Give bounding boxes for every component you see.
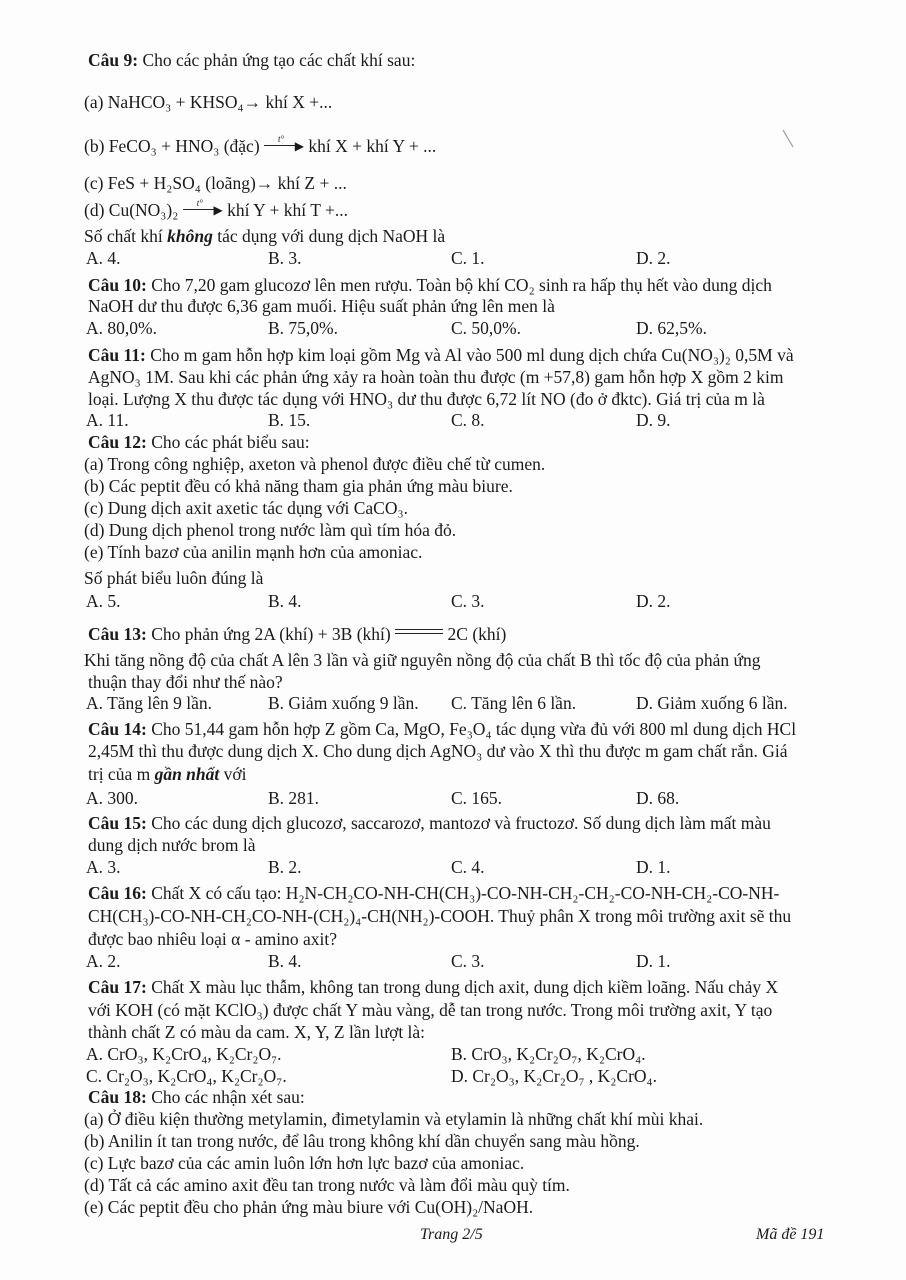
q12-statement-c: (c) Dung dịch axit axetic tác dụng với CaCO₃. xyxy=(84,498,408,518)
q11-option-c[interactable]: C. 8. xyxy=(451,410,485,430)
q9-reaction-c: (c) FeS + H₂SO₄ (loãng)→ khí Z + ... xyxy=(84,173,347,193)
q14-option-c[interactable]: C. 165. xyxy=(451,788,503,808)
q18-statement-e: (e) Các peptit đều cho phản ứng màu biure với Cu(OH)₂/NaOH. xyxy=(84,1197,534,1217)
pen-mark xyxy=(780,128,796,150)
q16-option-d[interactable]: D. 1. xyxy=(636,951,671,971)
q14-option-d[interactable]: D. 68. xyxy=(636,788,680,808)
q17-option-d[interactable]: D. Cr₂O₃, K₂Cr₂O₇ , K₂CrO₄. xyxy=(451,1066,658,1086)
q15-option-c[interactable]: C. 4. xyxy=(451,857,485,877)
q15-line-1: Câu 15: Cho các dung dịch glucozơ, saccarozơ, mantozơ và fructozơ. Số dung dịch làm mất màu xyxy=(88,813,771,833)
q12-option-c[interactable]: C. 3. xyxy=(451,591,485,611)
q11-line-3: loại. Lượng X thu được tác dụng với HNO₃ dư thu được 6,72 lít NO (đo ở đktc). Giá trị của m là xyxy=(88,389,765,409)
equilibrium-arrow xyxy=(395,626,443,638)
q9-reaction-d: (d) Cu(NO₃)₂ t° ▶ khí Y + khí T +... xyxy=(84,198,348,220)
q18-statement-a: (a) Ở điều kiện thường metylamin, đimetylamin và etylamin là những chất khí mùi khai. xyxy=(84,1109,704,1129)
q17-option-b[interactable]: B. CrO₃, K₂Cr₂O₇, K₂CrO₄. xyxy=(451,1044,646,1064)
q13-option-d[interactable]: D. Giảm xuống 6 lần. xyxy=(636,693,788,713)
q9-reaction-a: (a) NaHCO₃ + KHSO₄→ khí X +... xyxy=(84,92,333,112)
heat-arrow: t° ▶ xyxy=(183,203,223,215)
heat-arrow: t° ▶ xyxy=(264,139,304,151)
q11-option-b[interactable]: B. 15. xyxy=(268,410,311,430)
q15-option-d[interactable]: D. 1. xyxy=(636,857,671,877)
q16-option-a[interactable]: A. 2. xyxy=(86,951,121,971)
q15-option-b[interactable]: B. 2. xyxy=(268,857,302,877)
q12-heading: Câu 12: Cho các phát biểu sau: xyxy=(88,432,310,452)
q13-line-2: Khi tăng nồng độ của chất A lên 3 lần và giữ nguyên nồng độ của chất B thì tốc độ của phản ứng xyxy=(84,650,761,670)
q9-question: Số chất khí không tác dụng với dung dịch NaOH là xyxy=(84,226,446,246)
q9-option-c[interactable]: C. 1. xyxy=(451,248,485,268)
q11-option-d[interactable]: D. 9. xyxy=(636,410,671,430)
q12-statement-d: (d) Dung dịch phenol trong nước làm quì tím hóa đỏ. xyxy=(84,520,457,540)
exam-code: Mã đề 191 xyxy=(756,1226,825,1243)
q10-option-d[interactable]: D. 62,5%. xyxy=(636,318,707,338)
q10-option-b[interactable]: B. 75,0%. xyxy=(268,318,338,338)
q14-line-2: 2,45M thì thu được dung dịch X. Cho dung dịch AgNO₃ dư vào X thì thu được m gam chất rắn. Giá xyxy=(88,741,788,761)
q9-heading: Câu 9: Cho các phản ứng tạo các chất khí sau: xyxy=(88,50,416,70)
page-number: Trang 2/5 xyxy=(420,1226,483,1243)
q16-line-3: được bao nhiêu loại α - amino axit? xyxy=(88,929,338,949)
q12-statement-b: (b) Các peptit đều có khả năng tham gia phản ứng màu biure. xyxy=(84,476,513,496)
q9-reaction-b: (b) FeCO₃ + HNO₃ (đặc) t° ▶ khí X + khí Y + ... xyxy=(84,134,437,156)
q13-option-b[interactable]: B. Giảm xuống 9 lần. xyxy=(268,693,419,713)
q11-line-1: Câu 11: Cho m gam hỗn hợp kim loại gồm Mg và Al vào 500 ml dung dịch chứa Cu(NO₃)₂ 0,5M và xyxy=(88,345,794,365)
q10-line-2: NaOH dư thu được 6,36 gam muối. Hiệu suất phản ứng lên men là xyxy=(88,296,555,316)
q10-option-a[interactable]: A. 80,0%. xyxy=(86,318,157,338)
q15-line-2: dung dịch nước brom là xyxy=(88,835,256,855)
q14-option-a[interactable]: A. 300. xyxy=(86,788,139,808)
q13-reaction: Câu 13: Cho phản ứng 2A (khí) + 3B (khí) 2C (khí) xyxy=(88,624,507,644)
q17-line-1: Câu 17: Chất X màu lục thẫm, không tan trong dung dịch axit, dung dịch kiềm loãng. Nấu chảy X xyxy=(88,977,779,997)
q16-option-c[interactable]: C. 3. xyxy=(451,951,485,971)
q16-line-2: CH(CH₃)-CO-NH-CH₂CO-NH-(CH₂)₄-CH(NH₂)-COOH. Thuỷ phân X trong môi trường axit sẽ thu xyxy=(88,906,792,926)
q16-option-b[interactable]: B. 4. xyxy=(268,951,302,971)
q14-option-b[interactable]: B. 281. xyxy=(268,788,320,808)
q9-option-d[interactable]: D. 2. xyxy=(636,248,671,268)
q15-option-a[interactable]: A. 3. xyxy=(86,857,121,877)
q17-line-3: thành chất Z có màu da cam. X, Y, Z lần lượt là: xyxy=(88,1022,426,1042)
q16-line-1: Câu 16: Chất X có cấu tạo: H₂N-CH₂CO-NH-CH(CH₃)-CO-NH-CH₂-CH₂-CO-NH-CH₂-CO-NH- xyxy=(88,883,780,903)
q14-line-1: Câu 14: Cho 51,44 gam hỗn hợp Z gồm Ca, MgO, Fe₃O₄ tác dụng vừa đủ với 800 ml dung dịch HCl xyxy=(88,719,797,739)
q9-option-a[interactable]: A. 4. xyxy=(86,248,121,268)
q17-option-a[interactable]: A. CrO₃, K₂CrO₄, K₂Cr₂O₇. xyxy=(86,1044,282,1064)
q10-line-1: Câu 10: Cho 7,20 gam glucozơ lên men rượu. Toàn bộ khí CO₂ sinh ra hấp thụ hết vào dung dịch xyxy=(88,275,772,295)
q12-statement-a: (a) Trong công nghiệp, axeton và phenol được điều chế từ cumen. xyxy=(84,454,546,474)
q18-statement-b: (b) Anilin ít tan trong nước, để lâu trong không khí dần chuyển sang màu hồng. xyxy=(84,1131,640,1151)
q17-option-c[interactable]: C. Cr₂O₃, K₂CrO₄, K₂Cr₂O₇. xyxy=(86,1066,287,1086)
q18-statement-d: (d) Tất cả các amino axit đều tan trong nước và làm đổi màu quỳ tím. xyxy=(84,1175,570,1195)
q17-line-2: với KOH (có mặt KClO₃) được chất Y màu vàng, dễ tan trong nước. Trong môi trường axit, Y tạo xyxy=(88,1000,773,1020)
q9-option-b[interactable]: B. 3. xyxy=(268,248,302,268)
q13-option-c[interactable]: C. Tăng lên 6 lần. xyxy=(451,693,577,713)
q18-statement-c: (c) Lực bazơ của các amin luôn lớn hơn lực bazơ của amoniac. xyxy=(84,1153,525,1173)
q11-option-a[interactable]: A. 11. xyxy=(86,410,129,430)
q12-option-b[interactable]: B. 4. xyxy=(268,591,302,611)
q13-line-3: thuận thay đổi như thế nào? xyxy=(88,672,283,692)
q14-line-3: trị của m gần nhất với xyxy=(88,764,247,784)
q13-option-a[interactable]: A. Tăng lên 9 lần. xyxy=(86,693,213,713)
q12-option-d[interactable]: D. 2. xyxy=(636,591,671,611)
q12-statement-e: (e) Tính bazơ của anilin mạnh hơn của amoniac. xyxy=(84,542,423,562)
q12-question: Số phát biểu luôn đúng là xyxy=(84,568,264,588)
q18-heading: Câu 18: Cho các nhận xét sau: xyxy=(88,1087,305,1107)
q12-option-a[interactable]: A. 5. xyxy=(86,591,121,611)
q11-line-2: AgNO₃ 1M. Sau khi các phản ứng xảy ra hoàn toàn thu được (m +57,8) gam hỗn hợp X gồm 2 kim xyxy=(88,367,784,387)
q10-option-c[interactable]: C. 50,0%. xyxy=(451,318,521,338)
